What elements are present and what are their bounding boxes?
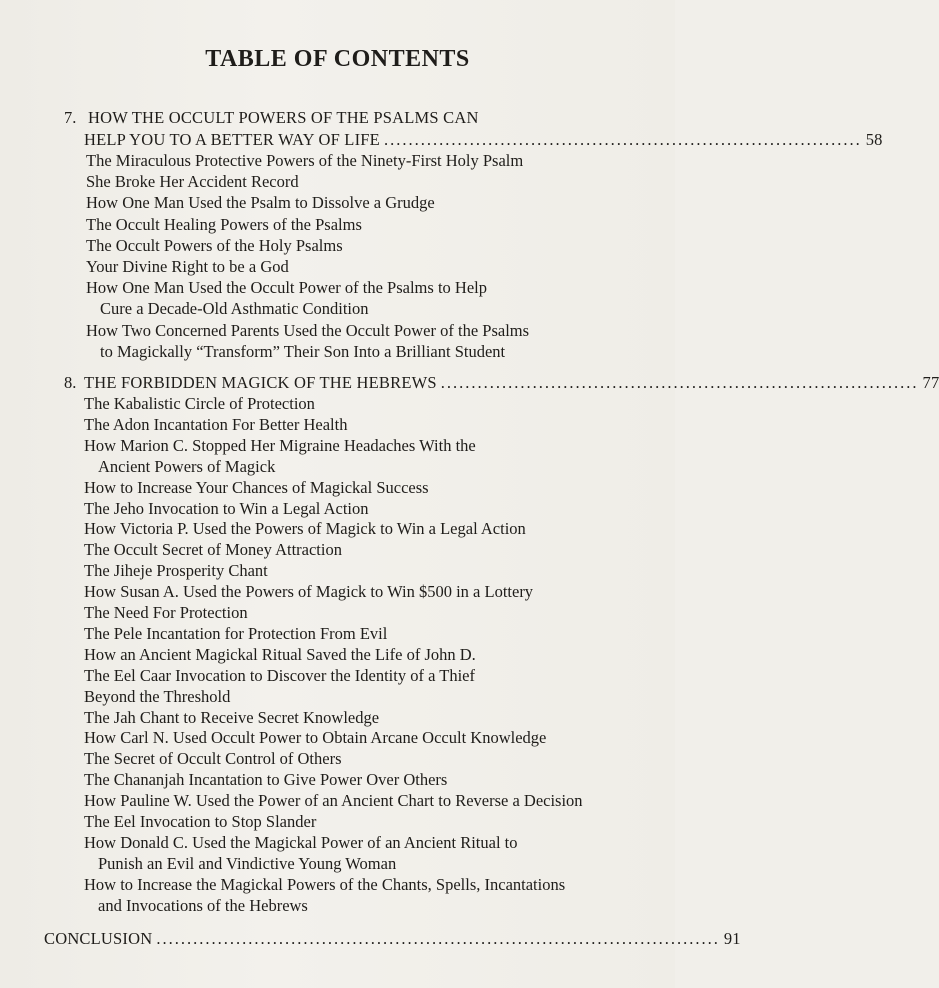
chapter-page-number: 58 — [865, 130, 883, 149]
toc-entry — [86, 192, 435, 213]
toc-entry — [86, 171, 299, 192]
toc-entry-text: How to Increase Your Chances of Magickal Success — [84, 477, 429, 497]
toc-entry-text: How Victoria P. Used the Powers of Magick to Win a Legal Action — [84, 519, 526, 539]
toc-entry — [86, 150, 523, 171]
toc-entry — [84, 707, 379, 728]
toc-entry-text: How to Increase the Magickal Powers of the Chants, Spells, Incantations — [84, 874, 566, 894]
dot-leader: .............................................................................. — [383, 130, 862, 149]
toc-entry — [84, 414, 347, 435]
toc-entry-text: The Jah Chant to Receive Secret Knowledge — [84, 707, 380, 727]
toc-entry — [84, 686, 230, 707]
dot-leader: .............................................................................. — [440, 373, 919, 392]
toc-entry-text: Beyond the Threshold — [84, 686, 231, 706]
chapter-title-row — [84, 129, 883, 150]
toc-entry — [84, 874, 565, 916]
chapter-title-line2: HELP YOU TO A BETTER WAY OF LIFE — [84, 130, 380, 149]
toc-entry — [86, 235, 343, 256]
toc-entry-text: The Adon Incantation For Better Health — [84, 414, 348, 434]
page-title: TABLE OF CONTENTS — [205, 46, 470, 72]
toc-entry-text: How One Man Used the Occult Power of the Psalms to Help — [86, 278, 487, 298]
chapter-page-number: 77 — [922, 373, 939, 392]
dot-leader: ............................................................................................ — [156, 929, 720, 948]
toc-entry-text: The Eel Caar Invocation to Discover the Identity of a Thief — [84, 665, 475, 685]
conclusion-label: CONCLUSION — [44, 929, 153, 948]
toc-entry-text: How Donald C. Used the Magickal Power of an Ancient Ritual to — [84, 832, 518, 852]
toc-entry-text: How Carl N. Used Occult Power to Obtain Arcane Occult Knowledge — [84, 728, 547, 748]
toc-entry — [84, 539, 342, 560]
toc-entry — [86, 277, 487, 319]
toc-entry-continuation: and Invocations of the Hebrews — [98, 895, 308, 915]
toc-entry-text: Your Divine Right to be a God — [86, 257, 289, 276]
toc-entry-text: The Occult Powers of the Holy Psalms — [86, 235, 343, 255]
toc-entry-text: How One Man Used the Psalm to Dissolve a Grudge — [86, 193, 435, 213]
toc-entry-continuation: Ancient Powers of Magick — [98, 456, 276, 476]
toc-entry — [86, 320, 529, 362]
chapter-number: 7. — [64, 108, 77, 127]
toc-entry — [84, 644, 476, 665]
toc-entry-text: How Pauline W. Used the Power of an Ancient Chart to Reverse a Decision — [84, 791, 583, 811]
conclusion-row — [44, 928, 741, 949]
toc-entry-text: The Occult Healing Powers of the Psalms — [86, 214, 362, 234]
conclusion-page-number: 91 — [723, 929, 741, 948]
toc-entry-text: The Secret of Occult Control of Others — [84, 749, 342, 769]
toc-entry — [84, 435, 476, 477]
toc-entry — [84, 832, 518, 874]
toc-entry — [84, 477, 429, 498]
toc-entry-text: How Marion C. Stopped Her Migraine Headaches With the — [84, 435, 476, 455]
toc-entry-text: The Need For Protection — [84, 603, 248, 622]
toc-entry-text: The Eel Invocation to Stop Slander — [84, 812, 317, 831]
toc-entry — [84, 560, 268, 581]
toc-entry-continuation: Punish an Evil and Vindictive Young Woman — [98, 853, 397, 873]
toc-entry — [84, 498, 369, 519]
chapter-number: 8. — [64, 373, 77, 392]
toc-entry-text: How an Ancient Magickal Ritual Saved the Life of John D. — [84, 644, 476, 664]
toc-entry — [84, 581, 533, 602]
toc-entry — [84, 748, 342, 769]
toc-entry — [84, 518, 526, 539]
toc-entry — [84, 602, 248, 623]
toc-entry — [84, 665, 475, 686]
toc-entry-text: How Susan A. Used the Powers of Magick to Win $500 in a Lottery — [84, 582, 534, 602]
toc-entry-continuation: to Magickally “Transform” Their Son Into a Brilliant Student — [100, 341, 506, 361]
toc-entry-text: The Miraculous Protective Powers of the Ninety-First Holy Psalm — [86, 151, 524, 170]
chapter-title-line1: THE FORBIDDEN MAGICK OF THE HEBREWS — [84, 373, 437, 392]
toc-entry-text: The Kabalistic Circle of Protection — [84, 394, 315, 413]
toc-entry-text: The Chananjah Incantation to Give Power Over Others — [84, 770, 448, 790]
toc-entry-text: The Pele Incantation for Protection From Evil — [84, 623, 388, 643]
toc-entry — [84, 727, 546, 748]
toc-entry-text: She Broke Her Accident Record — [86, 172, 299, 192]
toc-entry — [84, 811, 316, 832]
toc-entry — [84, 623, 387, 644]
toc-entry — [84, 393, 315, 414]
toc-entry-text: The Jeho Invocation to Win a Legal Action — [84, 498, 369, 518]
chapter-title-row — [84, 372, 939, 393]
toc-entry — [86, 214, 362, 235]
toc-entry — [86, 256, 289, 277]
toc-entry-text: The Jiheje Prosperity Chant — [84, 561, 268, 581]
chapter-title-line1: HOW THE OCCULT POWERS OF THE PSALMS CAN — [88, 108, 479, 127]
toc-entry — [84, 790, 583, 811]
toc-entry-text: The Occult Secret of Money Attraction — [84, 540, 342, 560]
toc-entry-continuation: Cure a Decade-Old Asthmatic Condition — [100, 299, 369, 319]
toc-entry — [84, 769, 447, 790]
toc-entry-text: How Two Concerned Parents Used the Occult Power of the Psalms — [86, 320, 530, 340]
